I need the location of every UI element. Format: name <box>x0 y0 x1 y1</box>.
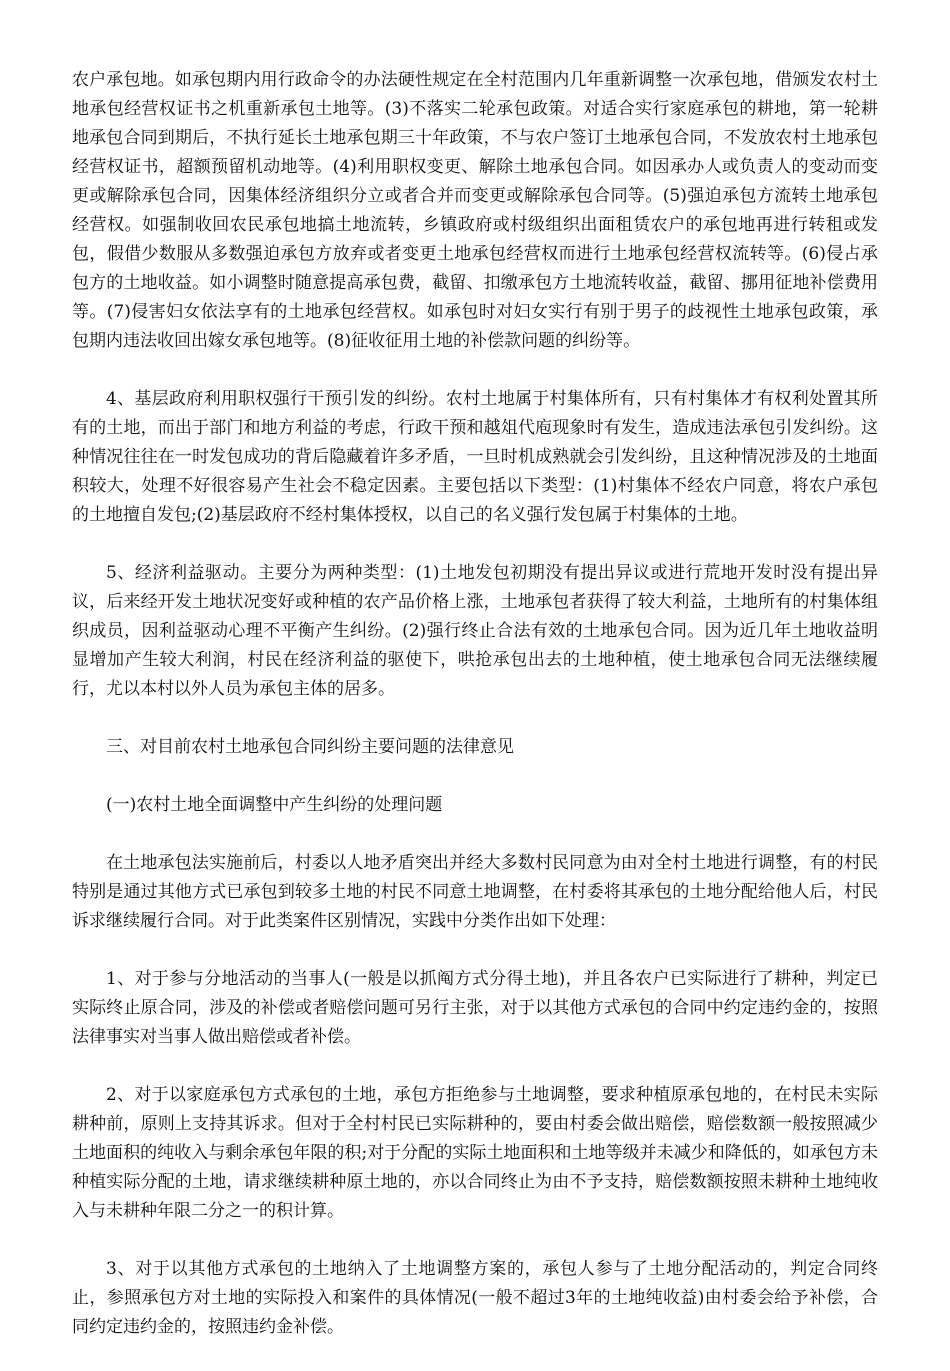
paragraph-item-4: 4、基层政府利用职权强行干预引发的纠纷。农村土地属于村集体所有，只有村集体才有权利处置其所有的土地，而出于部门和地方利益的考虑，行政干预和越俎代庖现象时有发生，造成违法承包引发纠纷。这种情况往往在一时发包成功的背后隐藏着许多矛盾，一旦时机成熟就会引发纠纷，且这种情况涉及的土地面积较大，处理不好很容易产生社会不稳定因素。主要包括以下类型：(1)村集体不经农户同意，将农户承包的土地擅自发包;(2)基层政府不经村集体授权，以自己的名义强行发包属于村集体的土地。 <box>72 389 878 525</box>
section-heading-3: 三、对目前农村土地承包合同纠纷主要问题的法律意见 <box>106 737 514 757</box>
paragraph-intro: 在土地承包法实施前后，村委以人地矛盾突出并经大多数村民同意为由对全村土地进行调整，有的村民特别是通过其他方式已承包到较多土地的村民不同意土地调整，在村委将其承包的土地分配给他人后，村民诉求继续履行合同。对于此类案件区别情况，实践中分类作出如下处理： <box>72 853 878 931</box>
paragraph-rule-3: 3、对于以其他方式承包的土地纳入了土地调整方案的，承包人参与了土地分配活动的，判定合同终止，参照承包方对土地的实际投入和案件的具体情况(一般不超过3年的土地纯收益)由村委会给予补偿，合同约定违约金的，按照违约金补偿。 <box>72 1259 878 1337</box>
subsection-heading-1: (一)农村土地全面调整中产生纠纷的处理问题 <box>106 795 443 815</box>
paragraph-rule-2: 2、对于以家庭承包方式承包的土地，承包方拒绝参与土地调整，要求种植原承包地的，在村民未实际耕种前，原则上支持其诉求。但对于全村村民已实际耕种的，要由村委会做出赔偿，赔偿数额一般按照减少土地面积的纯收入与剩余承包年限的积;对于分配的实际土地面积和土地等级并未减少和降低的，如承包方未种植实际分配的土地，请求继续耕种原土地的，亦以合同终止为由不予支持，赔偿数额按照未耕种土地纯收入与未耕种年限二分之一的积计算。 <box>72 1085 878 1221</box>
document-body <box>72 66 878 1371</box>
paragraph-item-5: 5、经济利益驱动。主要分为两种类型：(1)土地发包初期没有提出异议或进行荒地开发时没有提出异议，后来经开发土地状况变好或种植的农产品价格上涨，土地承包者获得了较大利益，土地所有的村集体组织成员，因利益驱动心理不平衡产生纠纷。(2)强行终止合法有效的土地承包合同。因为近几年土地收益明显增加产生较大利润，村民在经济利益的驱使下，哄抢承包出去的土地种植，使土地承包合同无法继续履行，尤以本村以外人员为承包主体的居多。 <box>72 563 878 699</box>
paragraph-rule-1: 1、对于参与分地活动的当事人(一般是以抓阄方式分得土地)，并且各农户已实际进行了耕种，判定已实际终止原合同，涉及的补偿或者赔偿问题可另行主张，对于以其他方式承包的合同中约定违约金的，按照法律事实对当事人做出赔偿或者补偿。 <box>72 969 878 1047</box>
paragraph-continuation: 农户承包地。如承包期内用行政命令的办法硬性规定在全村范围内几年重新调整一次承包地，借颁发农村土地承包经营权证书之机重新承包土地等。(3)不落实二轮承包政策。对适合实行家庭承包的耕地，第一轮耕地承包合同到期后，不执行延长土地承包期三十年政策，不与农户签订土地承包合同，不发放农村土地承包经营权证书，超额预留机动地等。(4)利用职权变更、解除土地承包合同。如因承办人或负责人的变动而变更或解除承包合同，因集体经济组织分立或者合并而变更或解除承包合同等。(5)强迫承包方流转土地承包经营权。如强制收回农民承包地搞土地流转，乡镇政府或村级组织出面租赁农户的承包地再进行转租或发包，假借少数服从多数强迫承包方放弃或者变更土地承包经营权而进行土地承包经营权流转等。(6)侵占承包方的土地收益。如小调整时随意提高承包费，截留、扣缴承包方土地流转收益，截留、挪用征地补偿费用等。(7)侵害妇女依法享有的土地承包经营权。如承包时对妇女实行有别于男子的歧视性土地承包政策，承包期内违法收回出嫁女承包地等。(8)征收征用土地的补偿款问题的纠纷等。 <box>72 70 878 351</box>
